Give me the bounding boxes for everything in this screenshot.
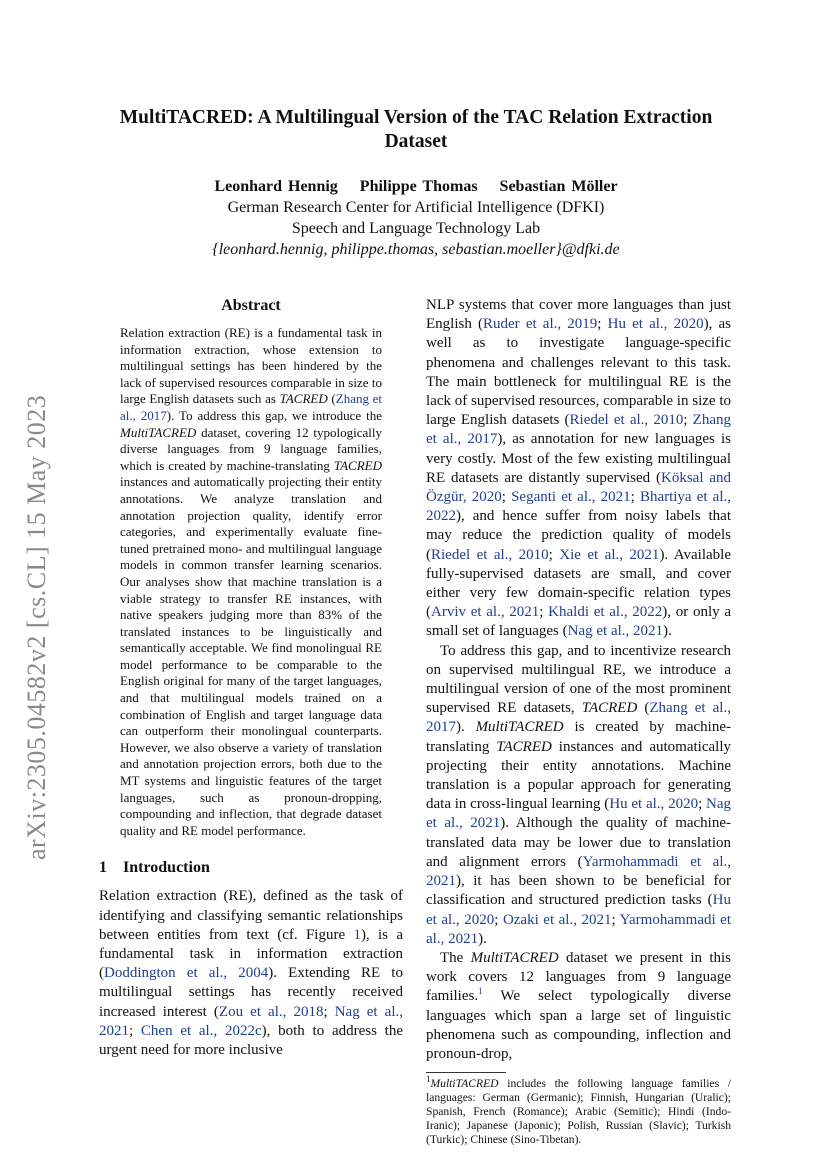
abstract-heading: Abstract [221, 297, 281, 314]
citation-link[interactable]: Riedel et al., 2010 [569, 412, 684, 429]
citation-link[interactable]: Xie et al., 2021 [559, 546, 660, 563]
abstract-text-part: instances and automatically projecting their entity annotations. We analyze translation and annotation projection quality, identify error categories, and experimentally evaluate fine-tuned pretrained mono- and multilingual language models in common transfer learning scenarios. Our analyses show that machine translation is a viable strategy to transfer RE instances, with native speakers judging more than 83% of the translated instances to be linguistically and semantically acceptable. We find monolingual RE model performance to be comparable to the English original for many of the target languages, and that multilingual models trained on a combination of English and target language data can outperform their monolingual counterparts. However, we also observe a variety of translation and annotation projection errors, both due to the MT systems and linguistic features of the target languages, such as pronoun-dropping, compounding and inflection, that degrade dataset quality and RE model performance. [120, 474, 382, 838]
body-text: ), as well as to investigate language-specific phenomena and challenges relevant to this task. The main bottleneck for multilingual RE is the lack of supervised resources, comparable in size to large English datasets ( [426, 316, 731, 429]
body-text: ). Although the quality of machine-translated data may be lower due to translation and alignment errors ( [426, 815, 732, 870]
abstract-text-part: dataset, covering 12 typologically diverse languages from 9 language families, which is created by machine-translating [120, 424, 382, 473]
citation-link[interactable]: Yarmohammadi et al., 2021 [426, 911, 732, 947]
footnote-divider [426, 1072, 506, 1073]
citation-link[interactable]: Hu et al., 2020 [607, 316, 704, 333]
citation-link[interactable]: Doddington et al., 2004 [104, 965, 269, 982]
author-emails: {leonhard.hennig, philippe.thomas, sebastian.moeller}@dfki.de [212, 241, 620, 258]
footnote-text: includes the following language families / languages: German (Germanic); Finnish, Hungarian (Uralic); Spanish, French (Romance); Arabic (Semitic); Hindi (Indo-Iranic); Japanese (Japonic); Polish, Russian (Slavic); Turkish (Turkic); Chinese (Sino-Tibetan). [426, 1077, 731, 1147]
body-text: ). [663, 623, 672, 640]
affiliation: German Research Center for Artificial Intelligence (DFKI) [227, 199, 605, 216]
dataset-name: TACRED [279, 391, 328, 407]
intro-paragraph [426, 949, 731, 1064]
citation-link[interactable]: Zhang et al., 2017 [426, 412, 731, 448]
footnote-marker[interactable]: 1 [478, 986, 483, 997]
body-text: instances and automatically projecting their entity annotations. Machine translation is a popular approach for generating data in cross-lingual learning ( [426, 738, 731, 813]
intro-paragraph: To address this gap, and to incentivize research on supervised multilingual RE, we introduce a multilingual version of one of the most prominent supervised RE datasets, TACRED (Zhang et al., 2017). MultiTACRED is created by machine-translating TACRED instances and automatically projecting their entity annotations. Machine translation is a popular approach for generating data in cross-lingual learning (Hu et al., 2020; Nag et al., 2021). Although the quality of machine-translated data may be lower due to translation and alignment errors (Yarmohammadi et al., 2021), it has been shown to be beneficial for classification and structured prediction tasks (Hu et al., 2020; Ozaki et al., 2021; Yarmohammadi et al., 2021). [426, 642, 732, 947]
dataset-name: TACRED [581, 700, 638, 717]
citation-link[interactable]: Zhang et al., 2017 [426, 700, 731, 736]
body-text: ). [456, 719, 476, 736]
citation-link[interactable]: Nag et al., 2021 [426, 796, 732, 832]
arxiv-identifier: arXiv:2305.04582v2 [cs.CL] 15 May 2023 [22, 394, 51, 860]
citation-link[interactable]: Köksal and Özgür, 2020 [426, 469, 731, 506]
citation-link[interactable]: Hu et al., 2020 [426, 892, 731, 928]
dataset-name: TACRED [496, 738, 552, 755]
right-column [426, 296, 731, 1147]
author-name: Sebastian Möller [499, 178, 618, 195]
dataset-name: MultiTACRED [120, 424, 197, 440]
citation-link[interactable]: Nag et al., 2021 [567, 623, 664, 640]
citation-link[interactable]: Seganti et al., 2021 [511, 489, 631, 506]
body-text: We select typologically diverse languages which span a large set of linguistic phenomena such as compounding, inflection and pronoun-drop, [426, 988, 731, 1062]
dataset-name: TACRED [333, 457, 382, 473]
abstract-text: Relation extraction (RE) is a fundamental task in information extraction, whose extension to multilingual settings has been hindered by the lack of supervised resources comparable in size to large English datasets such as TACRED (Zhang et al., 2017). To address this gap, we introduce the MultiTACRED dataset, covering 12 typologically diverse languages from 9 language families, which is created by machine-translating TACRED instances and automatically projecting their entity annotations. We analyze translation and annotation projection quality, identify error categories, and experimentally evaluate fine-tuned pretrained mono- and multilingual language models in common transfer learning scenarios. Our analyses show that machine translation is a viable strategy to transfer RE instances, with native speakers judging more than 83% of the translated instances to be linguistically and semantically acceptable. We find monolingual RE model performance to be comparable to the English original for many of the target languages, and that multilingual models trained on a combination of English and target language data can outperform their monolingual counterparts. However, we also observe a variety of translation and annotation projection errors, both due to the MT systems and linguistic features of the target languages, such as pronoun-dropping, compounding and inflection, that degrade dataset quality and RE model performance. [120, 325, 383, 838]
body-text: ), it has been shown to be beneficial for classification and structured prediction tasks ( [426, 873, 731, 909]
citation-link[interactable]: Khaldi et al., 2022 [548, 604, 663, 621]
intro-paragraph: Relation extraction (RE), defined as the task of identifying and classifying semantic relationships between entities from text (cf. Figure 1), is a fundamental task in information extraction (Doddington et al., 2004). Extending RE to multilingual settings has recently received increased interest (Zou et al., 2018; Nag et al., 2021; Chen et al., 2022c), both to address the urgent need for more inclusive [99, 888, 403, 1059]
affiliation-lab: Speech and Language Technology Lab [291, 220, 541, 237]
body-text: ), and hence suffer from noisy labels that may reduce the prediction quality of models ( [426, 508, 731, 563]
citation-link[interactable]: Zhang et al., 2017 [120, 391, 383, 423]
citation-link[interactable]: Nag et al., 2021 [99, 1003, 403, 1039]
paper-title: MultiTACRED: A Multilingual Version of the TAC Relation Extraction Dataset [119, 107, 713, 152]
body-text: ), or only a small set of languages ( [426, 604, 731, 640]
dataset-name: MultiTACRED [430, 1077, 499, 1091]
body-text: dataset we present in this work covers 12 languages from 9 language families. [426, 949, 731, 1005]
body-text: The [440, 949, 471, 966]
author-list [90, 176, 742, 197]
left-column [99, 296, 403, 1060]
citation-link[interactable]: Hu et al., 2020 [609, 796, 699, 813]
intro-paragraph: NLP systems that cover more languages than just English (Ruder et al., 2019; Hu et al., 2020), as well as to investigate language-specific phenomena and challenges relevant to this task. The main bottleneck for multilingual RE is the lack of supervised resources, comparable in size to large English datasets (Riedel et al., 2010; Zhang et al., 2017), as annotation for new languages is very costly. Most of the few existing multilingual RE datasets are distantly supervised (Köksal and Özgür, 2020; Seganti et al., 2021; Bhartiya et al., 2022), and hence suffer from noisy labels that may reduce the prediction quality of models (Riedel et al., 2010; Xie et al., 2021). Available fully-supervised datasets are small, and cover either very few domain-specific relation types (Arviv et al., 2021; Khaldi et al., 2022), or only a small set of languages (Nag et al., 2021). [426, 297, 731, 640]
footnote-number: 1 [426, 1074, 431, 1085]
abstract-text-part: ). To address this gap, we introduce the [166, 407, 382, 423]
author-block [90, 176, 742, 260]
citation-link[interactable]: Yarmohammadi et al., 2021 [426, 853, 731, 890]
citation-link[interactable]: Riedel et al., 2010 [431, 546, 549, 563]
dataset-name: MultiTACRED [470, 949, 559, 966]
citation-link[interactable]: Zou et al., 2018 [218, 1003, 324, 1020]
figure-link[interactable]: 1 [353, 926, 361, 943]
body-text: ), is a fundamental task in information extraction ( [99, 926, 403, 982]
section-heading [99, 859, 403, 877]
body-text: NLP systems that cover more languages than just English ( [426, 297, 731, 333]
section-title: Introduction [123, 859, 210, 877]
body-text: ). Extending RE to multilingual settings has recently received increased interest ( [99, 965, 403, 1020]
citation-link[interactable]: Bhartiya et al., 2022 [426, 489, 731, 525]
citation-link[interactable]: Arviv et al., 2021 [431, 604, 540, 621]
body-text: To address this gap, and to incentivize research on supervised multilingual RE, we introduce a multilingual version of one of the most prominent supervised RE datasets, [426, 642, 731, 717]
body-text: ). [478, 930, 487, 947]
citation-link[interactable]: Ruder et al., 2019 [483, 316, 598, 333]
body-text: is created by machine-translating [426, 719, 731, 755]
citation-link[interactable]: Chen et al., 2022c [140, 1022, 262, 1039]
footnote [426, 1074, 731, 1147]
body-text: ). Available fully-supervised datasets are small, and cover either very few domain-specific relation types ( [426, 546, 731, 621]
body-text: Relation extraction (RE), defined as the task of identifying and classifying semantic relationships between entities from text (cf. Figure [99, 888, 403, 943]
citation-link[interactable]: Ozaki et al., 2021 [502, 911, 612, 928]
body-text: ), both to address the urgent need for more inclusive [99, 1022, 403, 1059]
dataset-name: MultiTACRED [475, 719, 564, 736]
section-number: 1 [99, 859, 107, 877]
abstract-text-part: Relation extraction (RE) is a fundamental task in information extraction, whose extension to multilingual settings has been hindered by the lack of supervised resources comparable in size to large English datasets such as [120, 325, 382, 407]
body-text: ), as annotation for new languages is very costly. Most of the few existing multilingual RE datasets are distantly supervised ( [426, 431, 731, 486]
author-name: Leonhard Hennig [214, 178, 338, 195]
author-name: Philippe Thomas [359, 178, 478, 195]
